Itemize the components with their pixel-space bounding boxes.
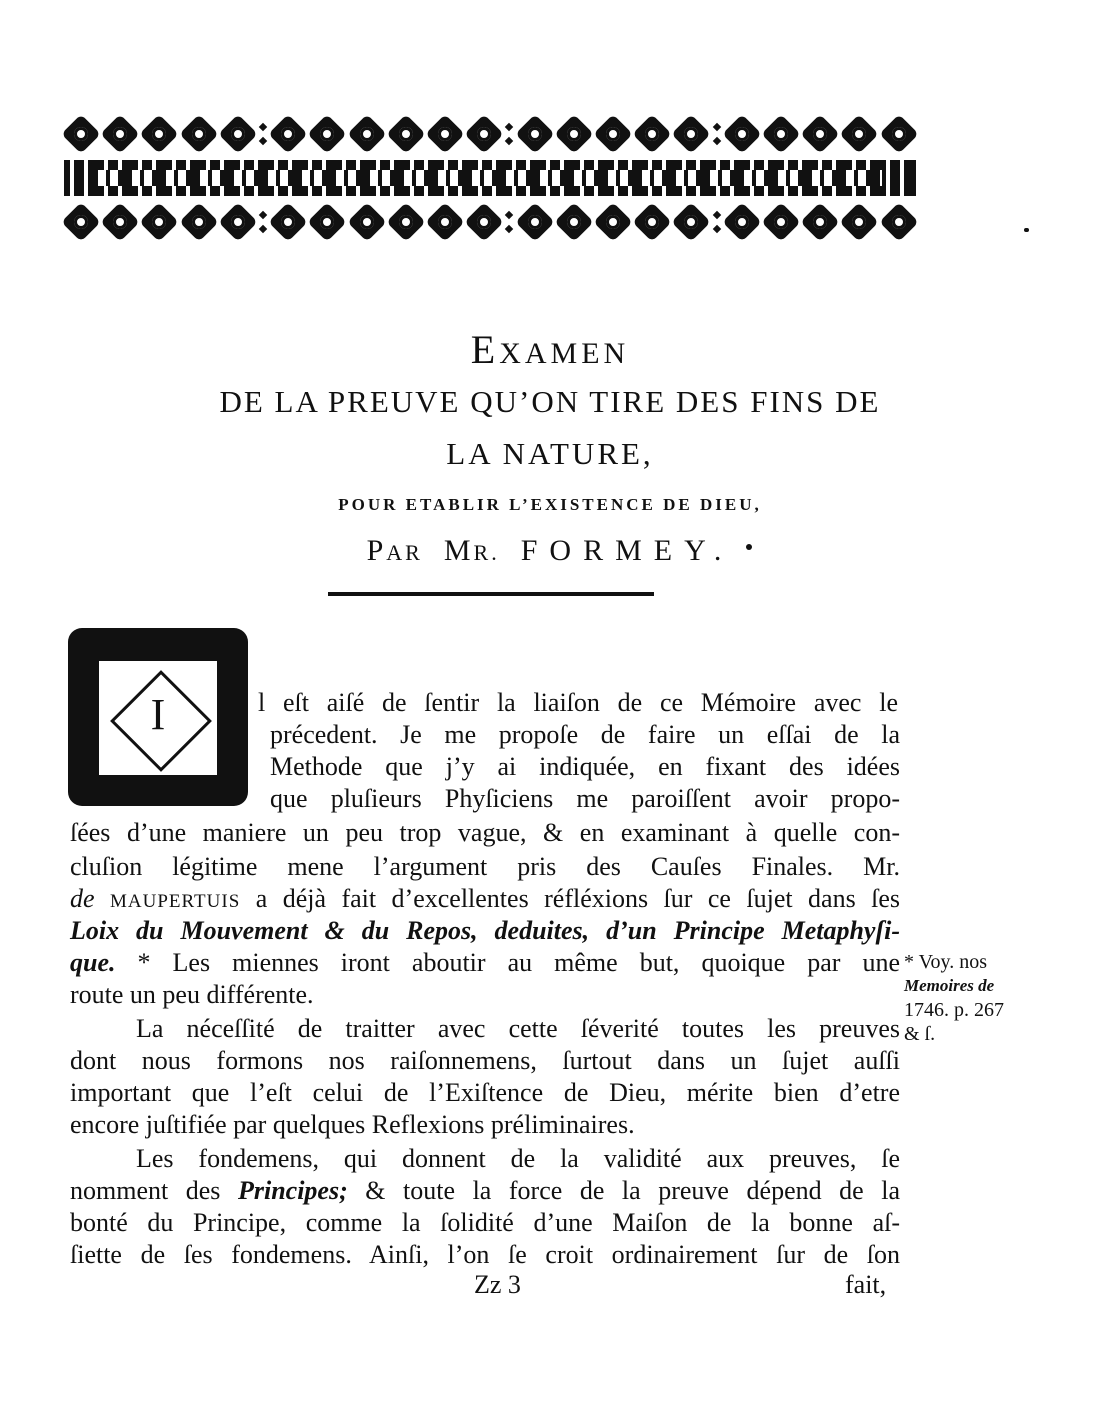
colon-ornament <box>714 122 720 146</box>
ornament-row-middle <box>64 160 916 196</box>
rosette-ornament <box>725 117 759 151</box>
margin-footnote <box>904 950 1044 1046</box>
text-line: La néceſſité de traitter avec cette ſéverité toutes les preuves <box>136 1014 900 1043</box>
title-examen <box>0 326 1100 373</box>
rosette-ornament <box>596 205 630 239</box>
byline <box>0 534 1100 568</box>
rosette-ornament <box>103 117 137 151</box>
ornament-row-bottom <box>64 204 916 240</box>
rosette-ornament <box>635 205 669 239</box>
note-line: & ſ. <box>904 1023 936 1045</box>
colon-ornament <box>260 122 266 146</box>
rosette-ornament <box>350 205 384 239</box>
rosette-ornament <box>764 205 798 239</box>
book-title-line: Loix du Mouvement & du Repos, deduites, d’un Principe Metaphyſi- <box>70 916 900 945</box>
rosette-ornament <box>518 205 552 239</box>
name-maupertuis: MAUPERTUIS <box>110 891 241 912</box>
text-line: Les fondemens, qui donnent de la validité aux preuves, ſe <box>136 1144 900 1173</box>
text-line: encore juſtifiée par quelques Reflexions préliminaires. <box>70 1110 635 1139</box>
byline-p: P <box>366 534 387 567</box>
text-line: l eſt aiſé de ſentir la liaiſon de ce Mémoire avec le <box>258 688 898 717</box>
rosette-ornament <box>271 117 305 151</box>
note-line: Memoires de <box>904 976 995 995</box>
byline-ar: AR <box>386 540 423 565</box>
rosette-ornament <box>518 117 552 151</box>
rosette-ornament <box>182 205 216 239</box>
rosette-ornament <box>310 205 344 239</box>
rosette-ornament <box>882 117 916 151</box>
rosette-ornament <box>428 205 462 239</box>
text-line: précedent. Je me propoſe de faire un eſſai de la <box>270 720 900 749</box>
text-span: * Les miennes iront aboutir au même but, quoique par une <box>137 948 901 977</box>
byline-m: M <box>443 534 474 567</box>
rosette-ornament <box>842 117 876 151</box>
rosette-ornament <box>557 205 591 239</box>
signature-mark: Zz 3 <box>474 1270 521 1299</box>
rosette-ornament <box>389 205 423 239</box>
colon-ornament <box>506 122 512 146</box>
rosette-ornament <box>803 205 837 239</box>
rosette-ornament <box>428 117 462 151</box>
rosette-ornament <box>64 205 98 239</box>
drop-cap-letter: I <box>150 690 166 739</box>
colon-ornament <box>714 210 720 234</box>
rosette-ornament <box>389 117 423 151</box>
rosette-ornament <box>467 117 501 151</box>
rosette-ornament <box>310 117 344 151</box>
ornament-row-top <box>64 116 916 152</box>
rosette-ornament <box>103 205 137 239</box>
drop-cap-frame <box>96 658 220 778</box>
rosette-ornament <box>725 205 759 239</box>
rosette-ornament <box>271 205 305 239</box>
rosette-ornament <box>142 117 176 151</box>
header-ornament-border <box>64 116 916 240</box>
catchword: fait, <box>845 1270 887 1299</box>
drop-cap-ornament <box>68 628 248 806</box>
text-span: nomment des <box>70 1176 221 1205</box>
rosette-ornament <box>221 117 255 151</box>
italic-de: de <box>70 884 95 913</box>
rosette-ornament <box>221 205 255 239</box>
text-line: important que l’eſt celui de l’Exiſtence de Dieu, mérite bien d’etre <box>70 1078 900 1107</box>
rosette-ornament <box>635 117 669 151</box>
rosette-ornament <box>842 205 876 239</box>
text-line: route un peu différente. <box>70 980 314 1009</box>
text-span: & toute la force de la preuve dépend de la <box>365 1176 900 1205</box>
italic-principes: Principes; <box>237 1176 348 1205</box>
note-line: 1746. p. 267 <box>904 999 1004 1021</box>
text-line <box>70 948 900 978</box>
colon-ornament <box>260 210 266 234</box>
author-name: FORMEY. <box>520 534 734 567</box>
text-line: ſiette de ſes fondemens. Ainſi, l’on ſe croit ordinairement ſur de ſon <box>70 1240 900 1269</box>
rosette-ornament <box>764 117 798 151</box>
text-line: ſées d’une maniere un peu trop vague, & en examinant à quelle con- <box>70 818 900 847</box>
rosette-ornament <box>350 117 384 151</box>
rosette-ornament <box>64 117 98 151</box>
text-line: bonté du Principe, comme la ſolidité d’une Maiſon de la bonne aſ- <box>70 1208 900 1237</box>
rosette-ornament <box>467 205 501 239</box>
book-title-end: que. <box>70 948 116 977</box>
note-line: * Voy. nos <box>904 951 987 973</box>
colon-ornament <box>506 210 512 234</box>
subtitle: POUR ETABLIR L’EXISTENCE DE DIEU, <box>338 495 762 514</box>
title-line-2: DE LA PREUVE QU’ON TIRE DES FINS DE <box>219 384 881 419</box>
text-line <box>70 1176 900 1206</box>
rosette-ornament <box>182 117 216 151</box>
text-span: a déjà fait d’excellentes réfléxions ſur ce ſujet dans ſes <box>255 884 901 913</box>
rosette-ornament <box>142 205 176 239</box>
title-initial: E <box>470 327 500 372</box>
rosette-ornament <box>557 117 591 151</box>
rosette-ornament <box>803 117 837 151</box>
text-line: que pluſieurs Phyſiciens me paroiſſent avoir propo- <box>270 784 900 813</box>
title-rule <box>328 592 654 596</box>
rosette-ornament <box>882 205 916 239</box>
rosette-ornament <box>674 205 708 239</box>
ink-speck <box>1024 228 1029 232</box>
text-line: cluſion légitime mene l’argument pris des Cauſes Finales. Mr. <box>70 852 900 881</box>
rosette-ornament <box>674 117 708 151</box>
title-rest: XAMEN <box>499 337 630 370</box>
text-line: Methode que j’y ai indiquée, en fixant des idées <box>270 752 900 781</box>
text-line: dont nous formons nos raiſonnemens, ſurtout dans un ſujet auſſi <box>70 1046 900 1075</box>
byline-r: R. <box>473 540 500 565</box>
rosette-ornament <box>596 117 630 151</box>
title-line-3: LA NATURE, <box>446 436 654 471</box>
text-line <box>70 884 900 917</box>
